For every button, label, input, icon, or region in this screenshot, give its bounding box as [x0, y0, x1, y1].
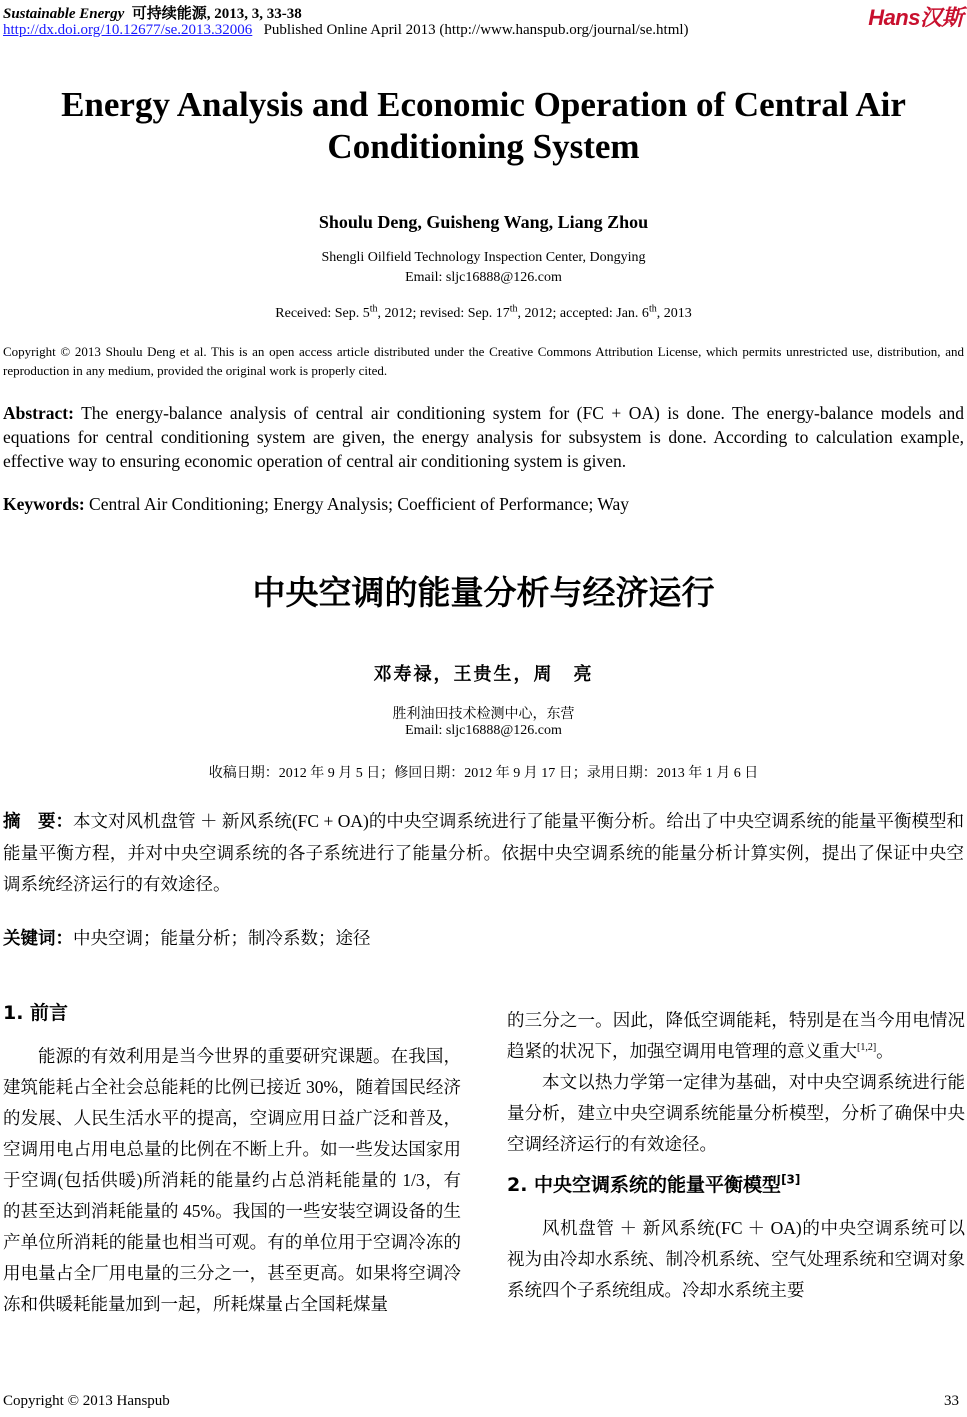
doi-link[interactable]: http://dx.doi.org/10.12677/se.2013.32006 [3, 22, 253, 38]
authors-cn: 邓寿禄，王贵生，周 亮 [373, 664, 594, 684]
keywords-text-cn: 中央空调；能量分析；制冷系数；途径 [73, 928, 371, 948]
page-number: 33 [944, 1393, 959, 1409]
abstract-en [3, 401, 964, 473]
journal-volume: , 2013, 3, 33-38 [206, 6, 302, 22]
journal-header [3, 2, 302, 23]
abstract-text-cn: 本文对风机盘管 ＋ 新风系统(FC + OA)的中央空调系统进行了能量平衡分析。给出了中央空调系统的能量平衡模型和能量平衡方程，并对中央空调系统的各子系统进行了能量分析。依据中央空调系统的能量分析计算实例，提出了保证中央空调系统经济运行的有效途径。 [3, 811, 965, 894]
left-column [3, 998, 461, 1320]
affiliation: Shengli Oilfield Technology Inspection Center, Dongying [321, 250, 646, 265]
abstract-text: The energy-balance analysis of central air conditioning system for (FC + OA) is done. The energy-balance models and equations for central conditioning system are given, the energy analysis for subsystem is done. According to calculation example, effective way to ensuring economic operation of central air conditioning system is given. [3, 403, 964, 471]
journal-name: Sustainable Energy [3, 6, 125, 22]
section-1-paragraph-1-cont: 的三分之一。因此，降低空调能耗，特别是在当今用电情况趋紧的状况下，加强空调用电管理的意义重大[1,2]。 [507, 1010, 965, 1061]
email: Email: sljc16888@126.com [405, 270, 562, 285]
abstract-label: Abstract: [3, 403, 74, 423]
publication-line [3, 22, 689, 39]
paper-title-cn: 中央空调的能量分析与经济运行 [252, 573, 715, 612]
keywords-text: Central Air Conditioning; Energy Analysis; Coefficient of Performance; Way [84, 494, 630, 514]
keywords-en [3, 494, 964, 515]
right-column [507, 1005, 965, 1306]
section-1-heading: 1. 前言 [3, 1002, 69, 1024]
keywords-label-cn: 关键词： [3, 929, 73, 949]
affiliation-cn: 胜利油田技术检测中心，东营 [392, 707, 575, 722]
received-dates: Received: Sep. 5th, 2012; revised: Sep. 17th, 2012; accepted: Jan. 6th, 2013 [275, 303, 692, 321]
published-online: Published Online April 2013 (http://www.hanspub.org/journal/se.html) [263, 22, 689, 38]
copyright-notice: Copyright © 2013 Shoulu Deng et al. This is an open access article distributed under the Creative Commons Attribution License, which permits unrestricted use, distribution, and reproduction in any medium, provided the original work is properly cited. [3, 344, 964, 378]
journal-name-cn: 可持续能源 [131, 6, 207, 22]
citation-1-2: [1,2] [857, 1042, 877, 1054]
section-2-heading: 2. 中央空调系统的能量平衡模型[3] [507, 1172, 801, 1196]
section-2-paragraph-1: 风机盘管 ＋ 新风系统(FC ＋ OA)的中央空调系统可以视为由冷却水系统、制冷机系统、空气处理系统和空调对象系统四个子系统组成。冷却水系统主要 [507, 1218, 965, 1300]
authors: Shoulu Deng, Guisheng Wang, Liang Zhou [318, 212, 649, 232]
hans-logo: Hans汉斯 [868, 5, 963, 30]
keywords-label: Keywords: [3, 494, 85, 514]
paper-title: Energy Analysis and Economic Operation of Central Air Conditioning System [61, 85, 906, 166]
section-1-paragraph-1: 能源的有效利用是当今世界的重要研究课题。在我国，建筑能耗占全社会总能耗的比例已接近 30%，随着国民经济的发展、人民生活水平的提高，空调应用日益广泛和普及，空调用电占用电总量的比例在不断上升。如一些发达国家用于空调(包括供暖)所消耗的能量约占总消耗能量的 1/3，有的甚至达到消耗能量的 45%。我国的一些安装空调设备的生产单位所消耗的能量也相当可观。有的单位用于空调冷冻的用电量占全厂用电量的三分之一，甚至更高。如果将空调冷冻和供暖耗能量加到一起，所耗煤量占全国耗煤量 [3, 1046, 461, 1314]
dates-cn: 收稿日期：2012 年 9 月 5 日；修回日期：2012 年 9 月 17 日；录用日期：2013 年 1 月 6 日 [208, 766, 759, 781]
section-1-paragraph-2: 本文以热力学第一定律为基础，对中央空调系统进行能量分析，建立中央空调系统能量分析模型，分析了确保中央空调经济运行的有效途径。 [507, 1072, 965, 1154]
citation-3: [3] [781, 1172, 801, 1187]
abstract-cn [3, 806, 964, 900]
keywords-cn [3, 925, 964, 950]
footer-copyright: Copyright © 2013 Hanspub [3, 1393, 170, 1409]
email-cn: Email: sljc16888@126.com [405, 723, 562, 738]
abstract-label-cn: 摘 要： [3, 812, 74, 832]
